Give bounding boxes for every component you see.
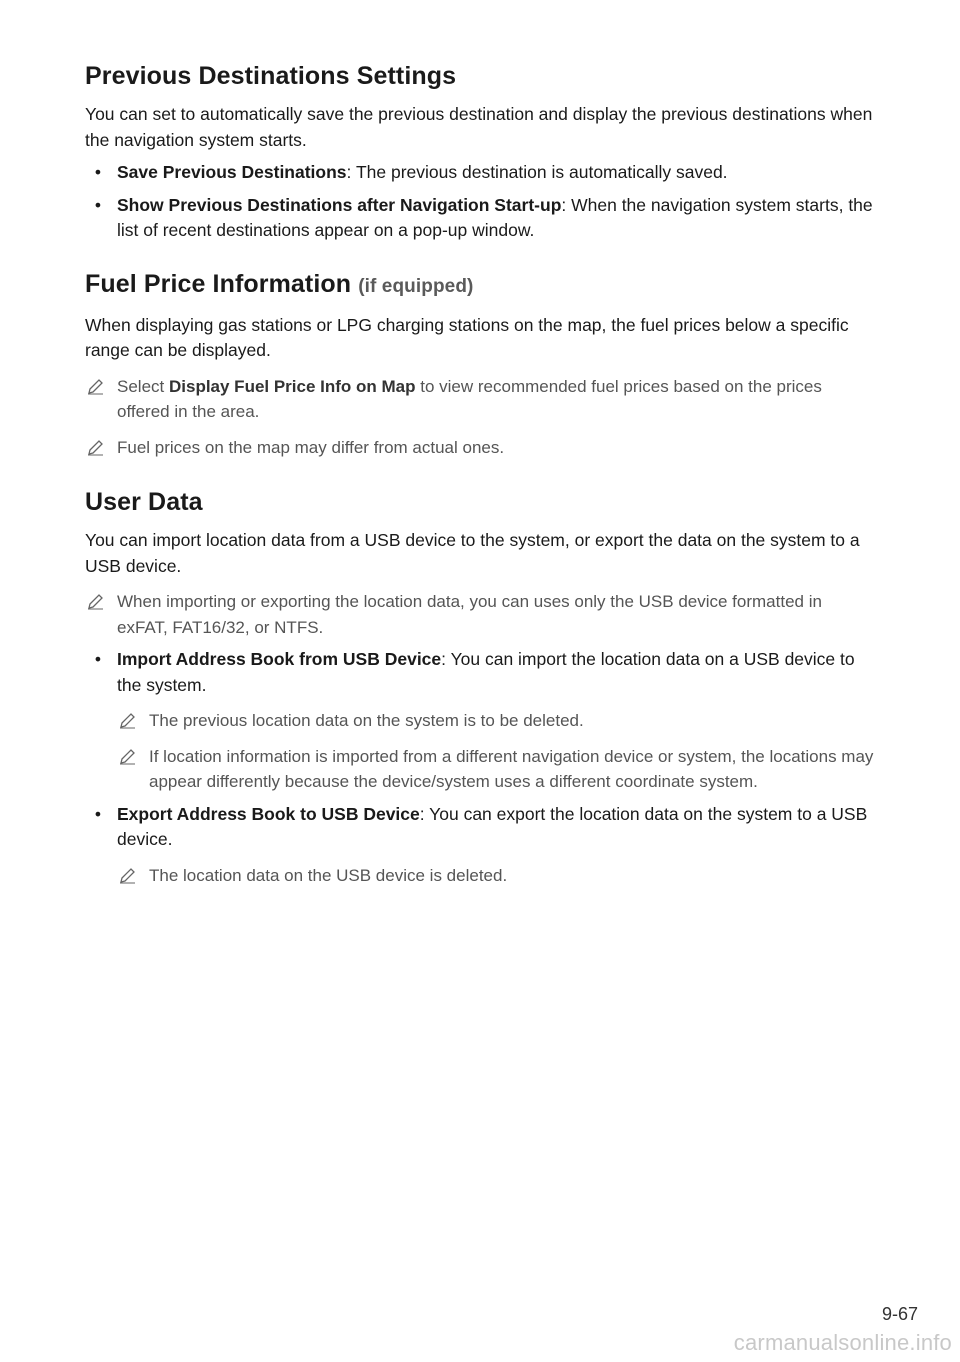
note-item [85, 374, 875, 425]
section-title: User Data [85, 488, 203, 516]
bullet-dot: • [94, 803, 102, 824]
bullet-label: Import Address Book from USB Device [117, 649, 442, 669]
note-item [117, 744, 875, 795]
bullet-dot: • [94, 162, 102, 182]
bullet-text: : You can export the location data on the system to a USB device. [117, 803, 868, 849]
note-item [85, 435, 875, 461]
note-item [85, 589, 875, 640]
note-text-pre: Select [117, 376, 169, 396]
bullet-text: : You can import the location data on a USB device to the system. [117, 649, 855, 695]
section-user-data [85, 484, 875, 888]
pencil-icon [119, 711, 137, 729]
note-bold: Display Fuel Price Info on Map [168, 376, 416, 396]
bullet-label: Show Previous Destinations after Navigation Start-up [117, 194, 562, 215]
note-text: If location information is imported from a different navigation device or system, the locations may appear differently because the device/system uses a different coordinate system. [149, 746, 874, 791]
note-text-post: to view recommended fuel prices based on the prices offered in the area. [117, 376, 822, 421]
section-title-text: Fuel Price Information [85, 269, 352, 298]
note-text: The location data on the USB device is deleted. [149, 865, 508, 885]
page-number: 9-67 [881, 1304, 918, 1324]
pencil-icon [87, 377, 105, 395]
section-title [85, 266, 875, 305]
section-intro: You can import location data from a USB device to the system, or export the data on the system to a USB device. [85, 530, 860, 576]
note-text: Fuel prices on the map may differ from actual ones. [117, 437, 505, 457]
section-previous-destinations [85, 58, 875, 244]
pencil-icon [87, 592, 105, 610]
bullet-item [85, 193, 875, 244]
section-fuel-price [85, 266, 875, 461]
bullet-text: : The previous destination is automatically saved. [346, 162, 728, 182]
section-intro: When displaying gas stations or LPG charging stations on the map, the fuel prices below a specific range can be displayed. [85, 314, 849, 360]
watermark: carmanualsonline.info [733, 1330, 952, 1355]
bullet-dot: • [94, 649, 102, 669]
note-item [117, 863, 875, 889]
section-title: Previous Destinations Settings [85, 62, 457, 90]
bullet-item [85, 802, 875, 853]
bullet-dot: • [94, 194, 102, 215]
pencil-icon [119, 747, 137, 765]
manual-page [85, 58, 875, 888]
note-text: The previous location data on the system is to be deleted. [149, 711, 584, 730]
pencil-icon [87, 438, 105, 456]
note-text: When importing or exporting the location data, you can uses only the USB device formatted in exFAT, FAT16/32, or NTFS. [117, 592, 822, 637]
bullet-item [85, 647, 875, 698]
bullet-text: : When the navigation system starts, the list of recent destinations appear on a pop-up window. [117, 194, 873, 240]
bullet-label: Save Previous Destinations [117, 162, 347, 182]
bullet-label: Export Address Book to USB Device [117, 803, 420, 824]
bullet-item [85, 160, 875, 186]
pencil-icon [119, 866, 137, 884]
equipped-tag: (if equipped) [358, 275, 474, 297]
note-item [117, 708, 875, 734]
section-intro: You can set to automatically save the previous destination and display the previous destinations when the navigation system starts. [85, 104, 873, 150]
